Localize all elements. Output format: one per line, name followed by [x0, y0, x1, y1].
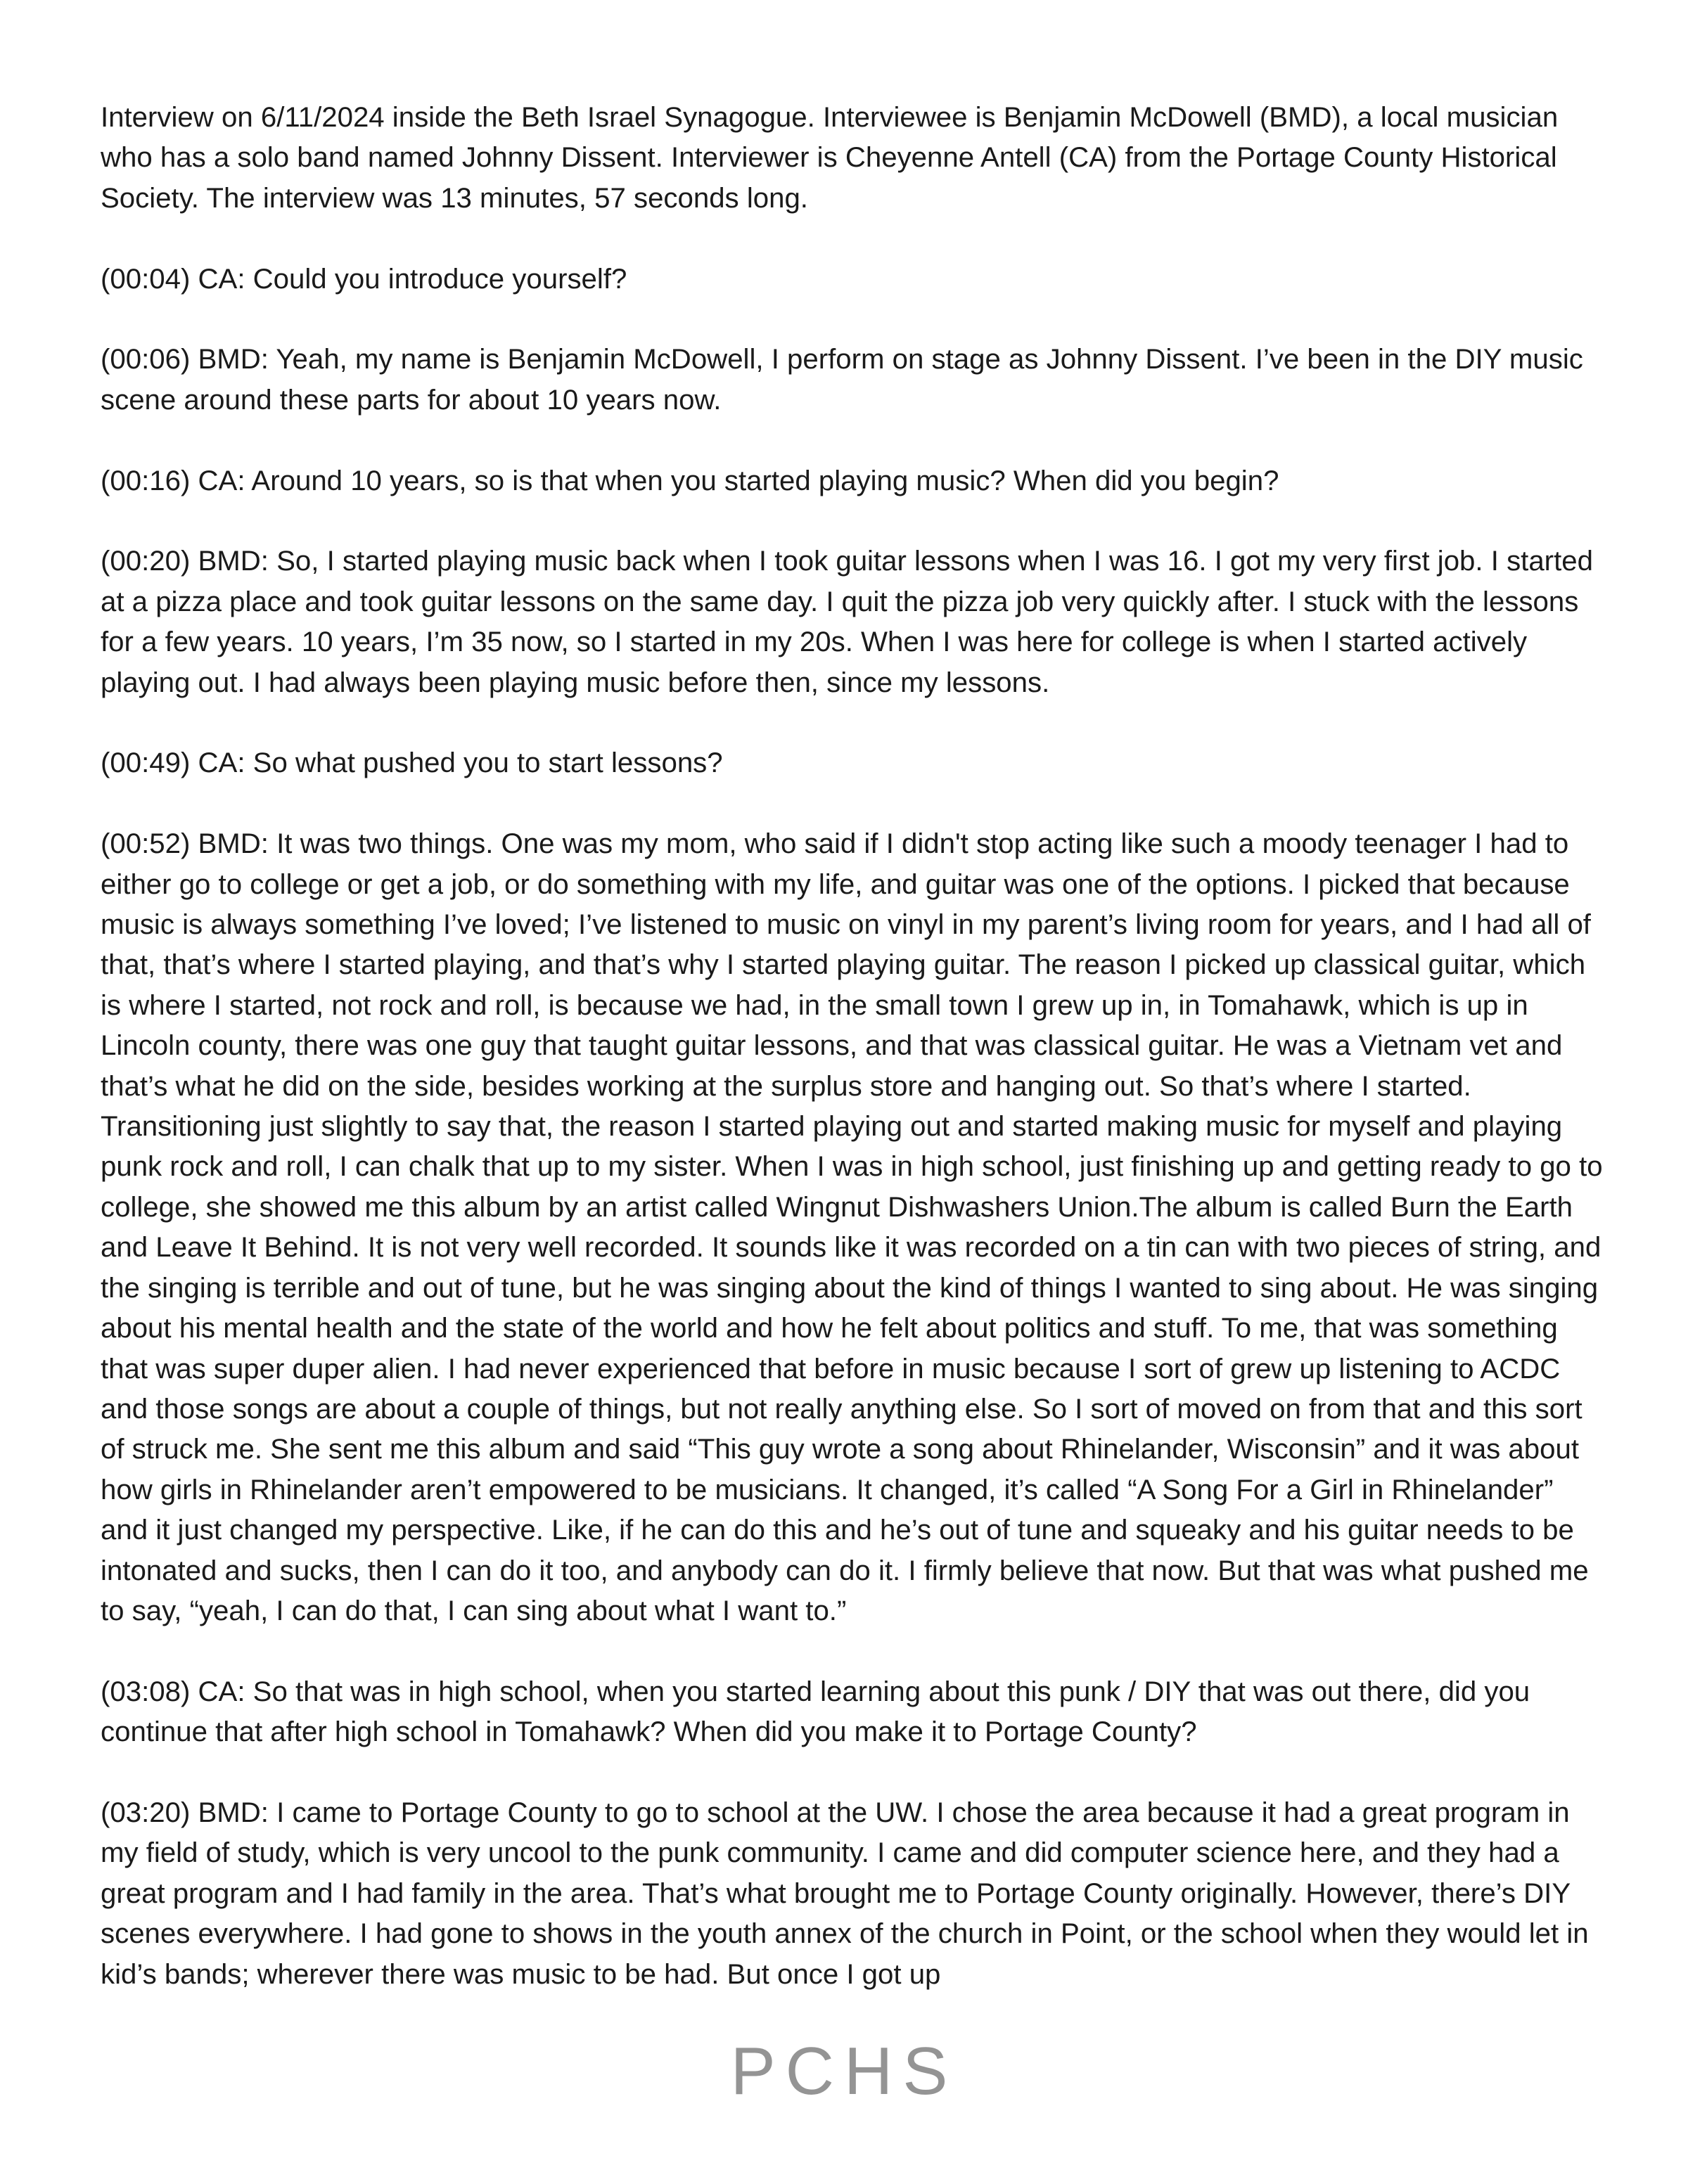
- transcript-body: [101, 97, 1606, 2034]
- pchs-watermark: PCHS: [730, 2034, 958, 2109]
- transcript-line-bmd-0320: (03:20) BMD: I came to Portage County to go to school at the UW. I chose the area because it had a great program in my field of study, which is very uncool to the punk community. I came and did computer science here, and they had a great program and I had family in the area. That’s what brought me to Portage County originally. However, there’s DIY scenes everywhere. I had gone to shows in the youth annex of the church in Point, or the school when they would let in kid’s bands; wherever there was music to be had. But once I got up: [101, 1796, 1589, 1990]
- transcript-line-bmd-0006: (00:06) BMD: Yeah, my name is Benjamin McDowell, I perform on stage as Johnny Dissent. I’ve been in the DIY music scene around these parts for about 10 years now.: [101, 343, 1583, 416]
- transcript-line-ca-0004: (00:04) CA: Could you introduce yourself?: [101, 262, 627, 295]
- transcript-line-bmd-0052: (00:52) BMD: It was two things. One was my mom, who said if I didn't stop acting like such a moody teenager I had to either go to college or get a job, or do something with my life, and guitar was one of the options. I picked that because music is always something I’ve loved; I’ve listened to music on vinyl in my parent’s living room for years, and I had all of that, that’s where I started playing, and that’s why I started playing guitar. The reason I picked up classical guitar, which is where I started, not rock and roll, is because we had, in the small town I grew up in, in Tomahawk, which is up in Lincoln county, there was one guy that taught guitar lessons, and that was classical guitar. He was a Vietnam vet and that’s what he did on the side, besides working at the surplus store and hanging out. So that’s where I started. Transitioning just slightly to say that, the reason I started playing out and started making music for myself and playing punk rock and roll, I can chalk that up to my sister. When I was in high school, just finishing up and getting ready to go to college, she showed me this album by an artist called Wingnut Dishwashers Union.The album is called Burn the Earth and Leave It Behind. It is not very well recorded. It sounds like it was recorded on a tin can with two pieces of string, and the singing is terrible and out of tune, but he was singing about the kind of things I wanted to sing about. He was singing about his mental health and the state of the world and how he felt about politics and stuff. To me, that was something that was super duper alien. I had never experienced that before in music because I sort of grew up listening to ACDC and those songs are about a couple of things, but not really anything else. So I sort of moved on from that and this sort of struck me. She sent me this album and said “This guy wrote a song about Rhinelander, Wisconsin” and it was about how girls in Rhinelander aren’t empowered to be musicians. It changed, it’s called “A Song For a Girl in Rhinelander” and it just changed my perspective. Like, if he can do this and he’s out of tune and squeaky and his guitar needs to be intonated and sucks, then I can do it too, and anybody can do it. I firmly believe that now. But that was what pushed me to say, “yeah, I can do that, I can sing about what I want to.”: [101, 828, 1603, 1626]
- transcript-line-bmd-0020: (00:20) BMD: So, I started playing music back when I took guitar lessons when I was 16. I got my very first job. I started at a pizza place and took guitar lessons on the same day. I quit the pizza job very quickly after. I stuck with the lessons for a few years. 10 years, I’m 35 now, so I started in my 20s. When I was here for college is when I started actively playing out. I had always been playing music before then, since my lessons.: [101, 545, 1593, 698]
- intro-paragraph: Interview on 6/11/2024 inside the Beth Israel Synagogue. Interviewee is Benjamin McDowell (BMD), a local musician who has a solo band named Johnny Dissent. Interviewer is Cheyenne Antell (CA) from the Portage County Historical Society. The interview was 13 minutes, 57 seconds long.: [101, 101, 1559, 214]
- transcript-line-ca-0016: (00:16) CA: Around 10 years, so is that when you started playing music? When did you begin?: [101, 464, 1279, 496]
- transcript-line-ca-0049: (00:49) CA: So what pushed you to start lessons?: [101, 747, 723, 779]
- transcript-line-ca-0308: (03:08) CA: So that was in high school, when you started learning about this punk / DIY that was out there, did you continue that after high school in Tomahawk? When did you make it to Portage County?: [101, 1675, 1530, 1748]
